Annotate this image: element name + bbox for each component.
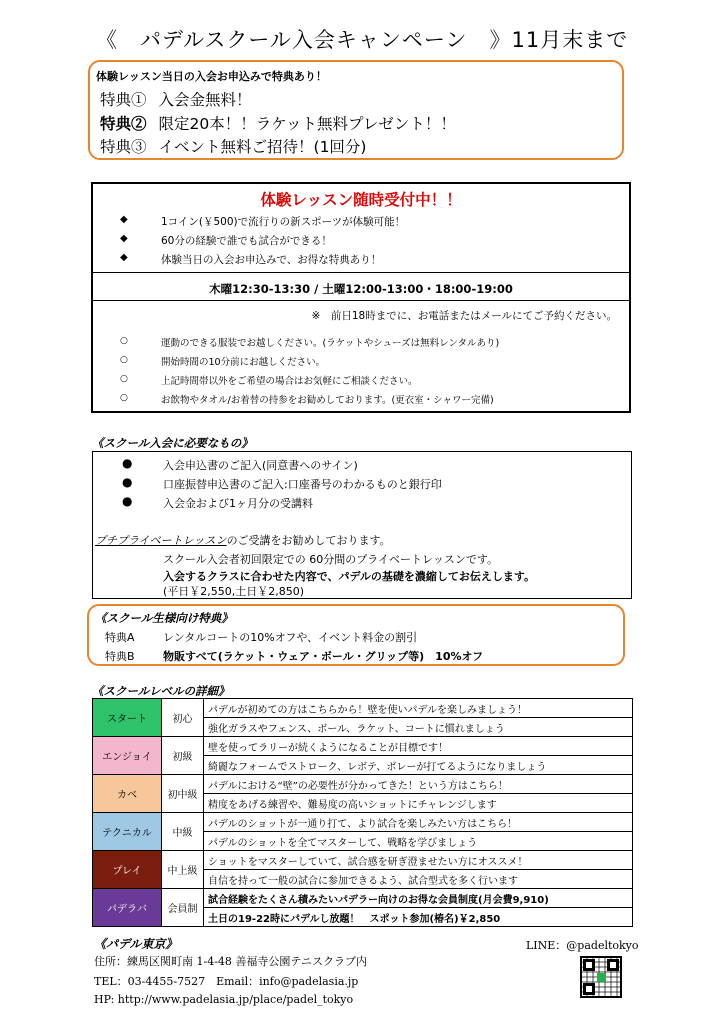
- level-name: エンジョイ: [93, 737, 162, 775]
- diamond-bullet-icon: ◆: [120, 214, 128, 225]
- trial-note: 上記時間帯以外をご希望の場合はお気軽にご相談ください。: [161, 376, 418, 387]
- diamond-bullet-icon: ◆: [120, 252, 128, 263]
- diamond-bullet-icon: ◆: [120, 233, 128, 244]
- student-perks-box: [87, 604, 625, 666]
- qr-corner: [583, 983, 595, 995]
- trial-note: 開始時間の10分前にお越しください。: [161, 357, 326, 368]
- benefit-1: [100, 88, 252, 110]
- trial-note: お飲物やタオル/お着替の持参をお勧めしております。(更衣室・シャワー完備): [161, 395, 494, 406]
- campaign-head: 体験レッスン当日の入会お申込みで特典あり！: [96, 70, 327, 83]
- benefit-1-label: 特典①: [100, 91, 147, 109]
- circle-bullet-icon: ○: [120, 393, 128, 403]
- lesson-schedule: 木曜12:30-13:30 / 土曜12:00-13:00・18:00-19:00: [209, 282, 513, 296]
- level-class: 初中級: [162, 775, 204, 813]
- need-item: 口座振替申込書のご記入:口座番号のわかるものと銀行印: [163, 478, 442, 491]
- level-name: テクニカル: [93, 813, 162, 851]
- benefit-2-text: 限定20本！！ラケット無料プレゼント！！: [158, 115, 456, 133]
- level-row: [93, 699, 633, 718]
- level-row: [93, 889, 633, 908]
- benefit-2: [100, 112, 456, 134]
- level-description: パデルのショットが一通り打て、より試合を楽しみたい方はこちら！: [204, 813, 633, 832]
- level-class: 初級: [162, 737, 204, 775]
- levels-table: [92, 698, 633, 927]
- campaign-benefits-box: [88, 60, 624, 160]
- need-item: 入会申込書のご記入(同意書へのサイン): [163, 459, 358, 472]
- level-description: パデルにおける“壁”の必要性が分かってきた！という方はこちら！: [204, 775, 633, 794]
- level-description: パデルが初めての方はこちらから！壁を使いパデルを楽しみましょう！: [204, 699, 633, 718]
- level-class: 会員制: [162, 889, 204, 927]
- level-name: カベ: [93, 775, 162, 813]
- needs-title: 《スクール入会に必要なもの》: [92, 436, 253, 450]
- private-lesson-suffix: のご受講をお勧めしております。: [226, 534, 391, 547]
- level-description: パデルのショットを全てマスターして、戦略を学びましょう: [204, 832, 633, 851]
- perk-a-label: 特典A: [105, 631, 135, 644]
- trial-head: 体験レッスン随時受付中！！: [260, 191, 462, 209]
- level-name: スタート: [93, 699, 162, 737]
- level-description: ショットをマスターしていて、試合感を研ぎ澄ませたい方にオススメ！: [204, 851, 633, 870]
- need-item: 入会金および1ヶ月分の受講料: [163, 497, 313, 510]
- benefit-3: [100, 135, 366, 157]
- trial-lesson-box: [91, 182, 631, 413]
- perk-b-text: 物販すべて(ラケット・ウェア・ボール・グリップ等) 10%オフ: [163, 650, 484, 663]
- level-class: 初心: [162, 699, 204, 737]
- reservation-note: ※ 前日18時までに、お電話またはメールにてご予約ください。: [311, 310, 617, 322]
- dot-bullet-icon: ●: [122, 494, 133, 508]
- qr-corner: [583, 959, 595, 971]
- private-lesson-link[interactable]: プチプライベートレッスン: [95, 534, 227, 547]
- benefit-2-label: 特典②: [100, 114, 147, 133]
- level-class: 中級: [162, 813, 204, 851]
- trial-point: 体験当日の入会お申込みで、お得な特典あり！: [161, 254, 382, 266]
- dot-bullet-icon: ●: [122, 456, 133, 470]
- circle-bullet-icon: ○: [120, 374, 128, 384]
- line-logo-icon: [597, 973, 606, 982]
- circle-bullet-icon: ○: [120, 336, 128, 346]
- line-id: LINE：@padeltokyo: [526, 939, 639, 952]
- trial-note: 運動のできる服装でお越しください。(ラケットやシューズは無料レンタルあり): [161, 338, 500, 349]
- divider: [93, 300, 629, 301]
- footer-homepage: HP: http://www.padelasia.jp/place/padel_tokyo: [94, 993, 354, 1006]
- perk-b-label: 特典B: [105, 650, 135, 663]
- benefit-3-label: 特典③: [100, 138, 147, 156]
- benefit-3-text: イベント無料ご招待！(1回分): [158, 138, 367, 156]
- dot-bullet-icon: ●: [122, 475, 133, 489]
- perks-title: 《スクール生様向け特典》: [95, 611, 233, 625]
- level-row: [93, 813, 633, 832]
- level-description: 綺麗なフォームでストローク、レボテ、ボレーが打てるようになりましょう: [204, 756, 633, 775]
- footer-contact: TEL：03-4455-7527 Email：info@padelasia.jp: [94, 975, 359, 988]
- footer-address: 住所：練馬区関町南 1-4-48 善福寺公園テニスクラブ内: [94, 955, 367, 968]
- level-description: 自信を持って一般の試合に参加できるよう、試合型式を多く行います: [204, 870, 633, 889]
- footer-name: 《パデル東京》: [94, 937, 178, 951]
- level-row: [93, 775, 633, 794]
- level-name: プレイ: [93, 851, 162, 889]
- level-class: 中上級: [162, 851, 204, 889]
- level-row: [93, 851, 633, 870]
- private-lesson-desc: スクール入会者初回限定での 60分間のプライベートレッスンです。: [163, 553, 498, 566]
- level-row: [93, 737, 633, 756]
- level-name: パデラバ: [93, 889, 162, 927]
- circle-bullet-icon: ○: [120, 355, 128, 365]
- needs-box: [92, 451, 632, 599]
- divider: [93, 272, 629, 273]
- qr-corner: [607, 959, 619, 971]
- private-lesson-price: (平日￥2,550,土日￥2,850): [163, 585, 305, 598]
- private-lesson-line: [95, 532, 391, 548]
- qr-code-icon[interactable]: [580, 956, 622, 998]
- level-description: 精度をあげる練習や、難易度の高いショットにチャレンジします: [204, 794, 633, 813]
- level-description: 試合経験をたくさん積みたいパデラー向けのお得な会員制度(月会費9,910): [204, 889, 633, 908]
- trial-point: 60分の経験で誰でも試合ができる！: [161, 235, 332, 247]
- level-description: 壁を使ってラリーが続くようになることが目標です！: [204, 737, 633, 756]
- level-description: 土日の19-22時にパデルし放題！ スポット参加(椿名)￥2,850: [204, 908, 633, 927]
- levels-title: 《スクールレベルの詳細》: [92, 684, 230, 698]
- trial-point: 1コイン(￥500)で流行りの新スポーツが体験可能！: [161, 216, 406, 228]
- perk-a-text: レンタルコートの10%オフや、イベント料金の割引: [163, 631, 418, 644]
- private-lesson-detail: 入会するクラスに合わせた内容で、パデルの基礎を濃縮してお伝えします。: [163, 570, 536, 583]
- level-description: 強化ガラスやフェンス、ボール、ラケット、コートに慣れましょう: [204, 718, 633, 737]
- benefit-1-text: 入会金無料！: [158, 91, 252, 109]
- page-title: 《 パデルスクール入会キャンペーン 》11月末まで: [96, 28, 629, 52]
